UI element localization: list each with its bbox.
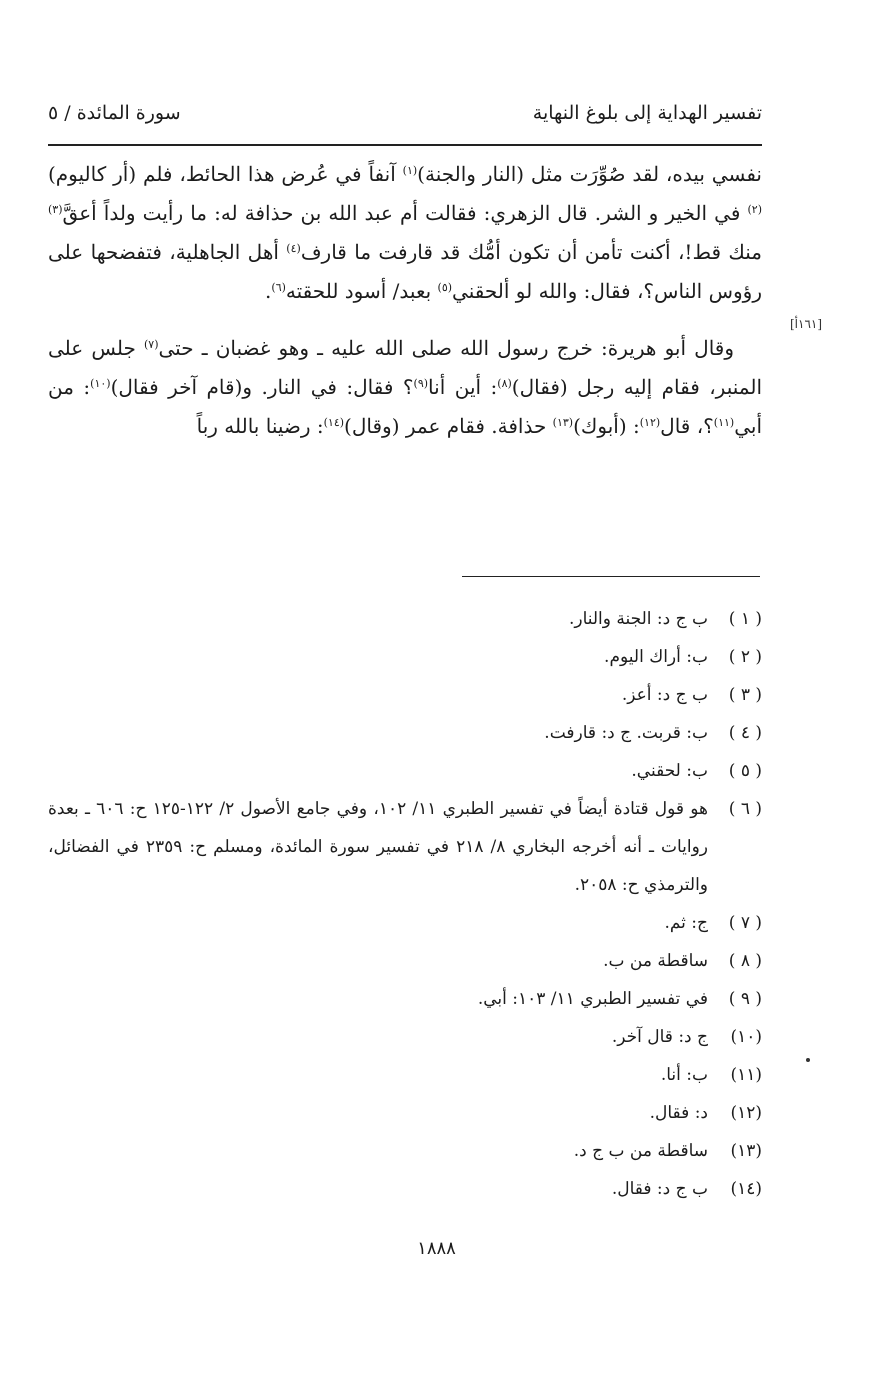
text-run: ؟ فقال: في النار. و(قام آخر فقال) — [110, 375, 414, 399]
footnote-text: ب: قربت. ج د: قارفت. — [544, 723, 708, 743]
footnote-item — [48, 600, 762, 638]
footnote-reference: (١٢) — [639, 416, 661, 429]
text-run: . — [265, 279, 272, 303]
footnote-text: هو قول قتادة أيضاً في تفسير الطبري ١١/ ١٠٢، وفي جامع الأصول ٢/ ١٢٢-١٢٥ ح: ٦٠٦ ـ بعدة روايات ـ أنه أخرجه البخاري ٨/ ٢١٨ في تفسير سورة المائدة، ومسلم ح: ٢٣٥٩ في الفضائل، والترمذي ح: ٢٠٥٨. — [48, 799, 708, 895]
text-run: منك قط!، أكنت تأمن أن تكون أمُّك قد قارفت ما قارف — [300, 240, 762, 264]
footnote-number: (١٠) — [730, 1027, 762, 1047]
main-text — [48, 155, 762, 446]
footnote-text: ب: أراك اليوم. — [604, 647, 708, 667]
text-run: : أين أنا — [428, 375, 498, 399]
footnote-number: ( ٩ ) — [728, 989, 762, 1009]
footnote-text: ب: أنا. — [660, 1065, 708, 1085]
text-run: وقال أبو هريرة: خرج رسول الله صلى الله عليه ـ وهو غضبان ـ حتى — [158, 336, 735, 360]
footnote-reference: (٤) — [286, 242, 301, 255]
text-run: : من أبي — [48, 375, 762, 438]
footnote-reference: (١) — [402, 164, 418, 177]
footnote-number: ( ٥ ) — [728, 761, 762, 781]
text-run: جلس على المنبر، فقام إليه رجل (فقال) — [48, 336, 763, 399]
footnote-number: ( ٧ ) — [728, 913, 762, 933]
footnote-item — [48, 980, 762, 1018]
paragraph-2 — [48, 329, 762, 446]
text-run: ؟، قال — [660, 414, 714, 438]
footnote-number: (١١) — [730, 1065, 762, 1085]
footnote-number: ( ٨ ) — [728, 951, 762, 971]
footnote-item — [48, 1170, 762, 1208]
footnote-item — [48, 1094, 762, 1132]
footnote-item — [48, 904, 762, 942]
text-run: نفسي بيده، لقد صُوِّرَت مثل (النار والجنة) — [417, 162, 763, 186]
footnote-text: ب ج د: أعز. — [621, 685, 708, 705]
manuscript-folio-marker: [١٦١أ] — [790, 317, 823, 331]
footnote-item — [48, 1056, 762, 1094]
footnote-reference: (١٣) — [552, 416, 574, 429]
footnote-reference: (٧) — [143, 338, 159, 351]
footnote-reference: (٦) — [271, 281, 286, 294]
footnote-text: د: فقال. — [649, 1103, 708, 1123]
footnote-number: ( ٤ ) — [728, 723, 762, 743]
text-run: : رضينا بالله رباً — [196, 414, 324, 438]
footnote-item — [48, 1018, 762, 1056]
text-run: حذافة. فقام عمر (وقال) — [344, 414, 553, 438]
footnote-item — [48, 790, 762, 904]
footnote-number: ( ٣ ) — [728, 685, 762, 705]
ink-dot — [806, 1058, 810, 1062]
footnote-text: ساقطة من ب ج د. — [573, 1141, 708, 1161]
footnote-reference: (٣) — [48, 203, 63, 216]
text-run: بعبد/ أسود للحقته — [285, 279, 438, 303]
footnote-item — [48, 942, 762, 980]
footnote-text: ج د: قال آخر. — [611, 1027, 708, 1047]
footnote-number: ( ٢ ) — [728, 647, 762, 667]
footnote-text: ب ج د: فقال. — [611, 1179, 708, 1199]
footnote-reference: (٢) — [747, 203, 762, 216]
footnote-text: ج: ثم. — [664, 913, 708, 933]
footnote-reference: (٨) — [497, 377, 512, 390]
footnote-item — [48, 1132, 762, 1170]
footnote-item — [48, 714, 762, 752]
footnote-rule — [462, 576, 760, 577]
footnote-text: ب ج د: الجنة والنار. — [568, 609, 708, 629]
footnote-reference: (١٤) — [323, 416, 345, 429]
footnote-number: ( ١ ) — [728, 609, 762, 629]
text-run: آنفاً في عُرض هذا الحائط، فلم (أر كاليوم) — [48, 162, 403, 186]
footnote-reference: (١٠) — [90, 377, 111, 390]
footnote-reference: (٩) — [413, 377, 429, 390]
footnote-text: في تفسير الطبري ١١/ ١٠٣: أبي. — [477, 989, 708, 1009]
surah-reference: سورة المائدة / ٥ — [48, 102, 181, 124]
footnote-reference: (١١) — [713, 416, 735, 429]
page-number: ١٨٨٨ — [417, 1238, 456, 1259]
text-run: في الخير و الشر. قال الزهري: فقالت أم عبد الله بن حذافة له: ما رأيت ولداً أعقَّ — [62, 201, 748, 225]
footnote-number: (١٢) — [730, 1103, 762, 1123]
footnote-reference: (٥) — [437, 281, 453, 294]
footnote-item — [48, 752, 762, 790]
header-rule — [48, 144, 762, 146]
text-run: : (أبوك) — [573, 414, 640, 438]
footnote-item — [48, 638, 762, 676]
paragraph-1 — [48, 155, 762, 311]
footnote-text: ب: لحقني. — [631, 761, 708, 781]
book-title: تفسير الهداية إلى بلوغ النهاية — [532, 102, 762, 124]
footnote-number: (١٤) — [730, 1179, 762, 1199]
footnote-text: ساقطة من ب. — [603, 951, 708, 971]
footnotes — [48, 600, 762, 1208]
footnote-number: (١٣) — [730, 1141, 762, 1161]
running-header — [48, 96, 762, 136]
footnote-item — [48, 676, 762, 714]
text-run: أهل الجاهلية، فتفضحها على رؤوس الناس؟، فقال: والله لو ألحقني — [48, 240, 762, 303]
footnote-number: ( ٦ ) — [728, 799, 762, 819]
